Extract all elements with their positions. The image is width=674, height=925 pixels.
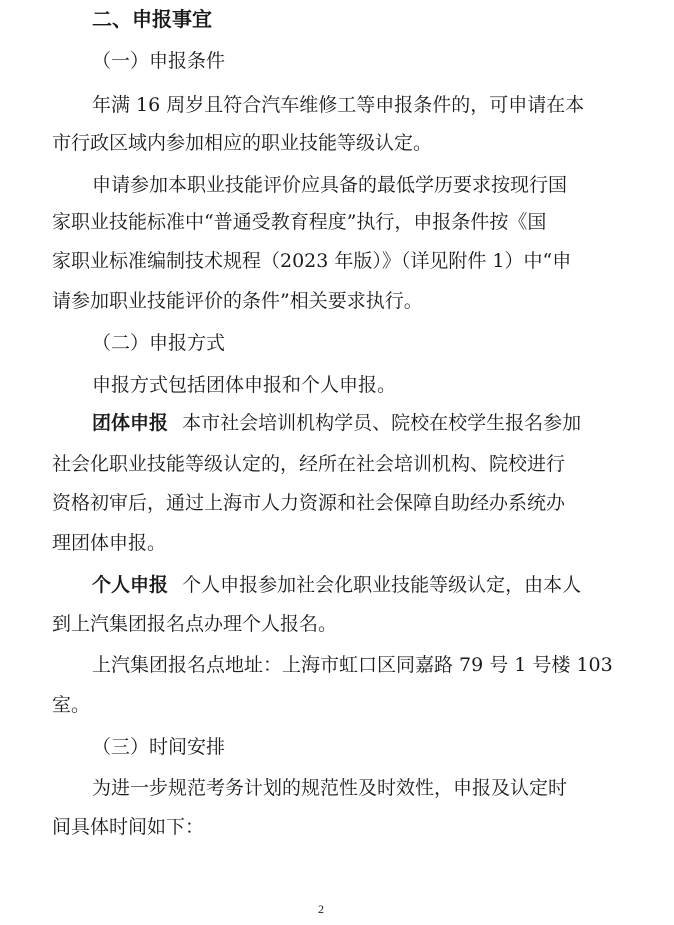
paragraph-line: 上汽集团报名点地址：上海市虹口区同嘉路 79 号 1 号楼 103	[92, 654, 613, 676]
paragraph-text: 本市社会培训机构学员、院校在校学生报名参加	[182, 412, 582, 434]
paragraph-line: 家职业标准编制技术规程（2023 年版）》（详见附件 1）中“申	[52, 250, 572, 272]
group-application-label: 团体申报	[92, 412, 169, 434]
paragraph-line: 室。	[52, 694, 91, 716]
paragraph-line: 市行政区域内参加相应的职业技能等级认定。	[52, 132, 433, 154]
paragraph-line: 资格初审后，通过上海市人力资源和社会保障自助经办系统办	[52, 492, 566, 514]
subsection-title-schedule: （三）时间安排	[92, 736, 226, 758]
subsection-title-conditions: （一）申报条件	[92, 50, 226, 72]
paragraph-line: 家职业技能标准中“普通受教育程度”执行，申报条件按《国	[52, 211, 547, 233]
individual-application-label: 个人申报	[92, 574, 169, 596]
paragraph-text: 个人申报参加社会化职业技能等级认定，由本人	[182, 574, 582, 596]
paragraph-line: 年满 16 周岁且符合汽车维修工等申报条件的，可申请在本	[92, 94, 585, 116]
paragraph-line: 申报方式包括团体申报和个人申报。	[92, 374, 397, 396]
paragraph-line: 申请参加本职业技能评价应具备的最低学历要求按现行国	[92, 174, 568, 196]
paragraph-line: 到上汽集团报名点办理个人报名。	[52, 613, 338, 635]
subsection-title-method: （二）申报方式	[92, 332, 226, 354]
paragraph-line: 间具体时间如下：	[52, 816, 205, 838]
paragraph-line: 为进一步规范考务计划的规范性及时效性，申报及认定时	[92, 777, 568, 799]
individual-application-paragraph	[92, 572, 581, 598]
paragraph-line: 请参加职业技能评价的条件”相关要求执行。	[52, 290, 423, 312]
page-number: 2	[318, 902, 324, 916]
group-application-paragraph	[92, 410, 581, 436]
section-heading: 二、申报事宜	[92, 7, 212, 31]
paragraph-line: 理团体申报。	[52, 532, 167, 554]
paragraph-line: 社会化职业技能等级认定的，经所在社会培训机构、院校进行	[52, 453, 566, 475]
